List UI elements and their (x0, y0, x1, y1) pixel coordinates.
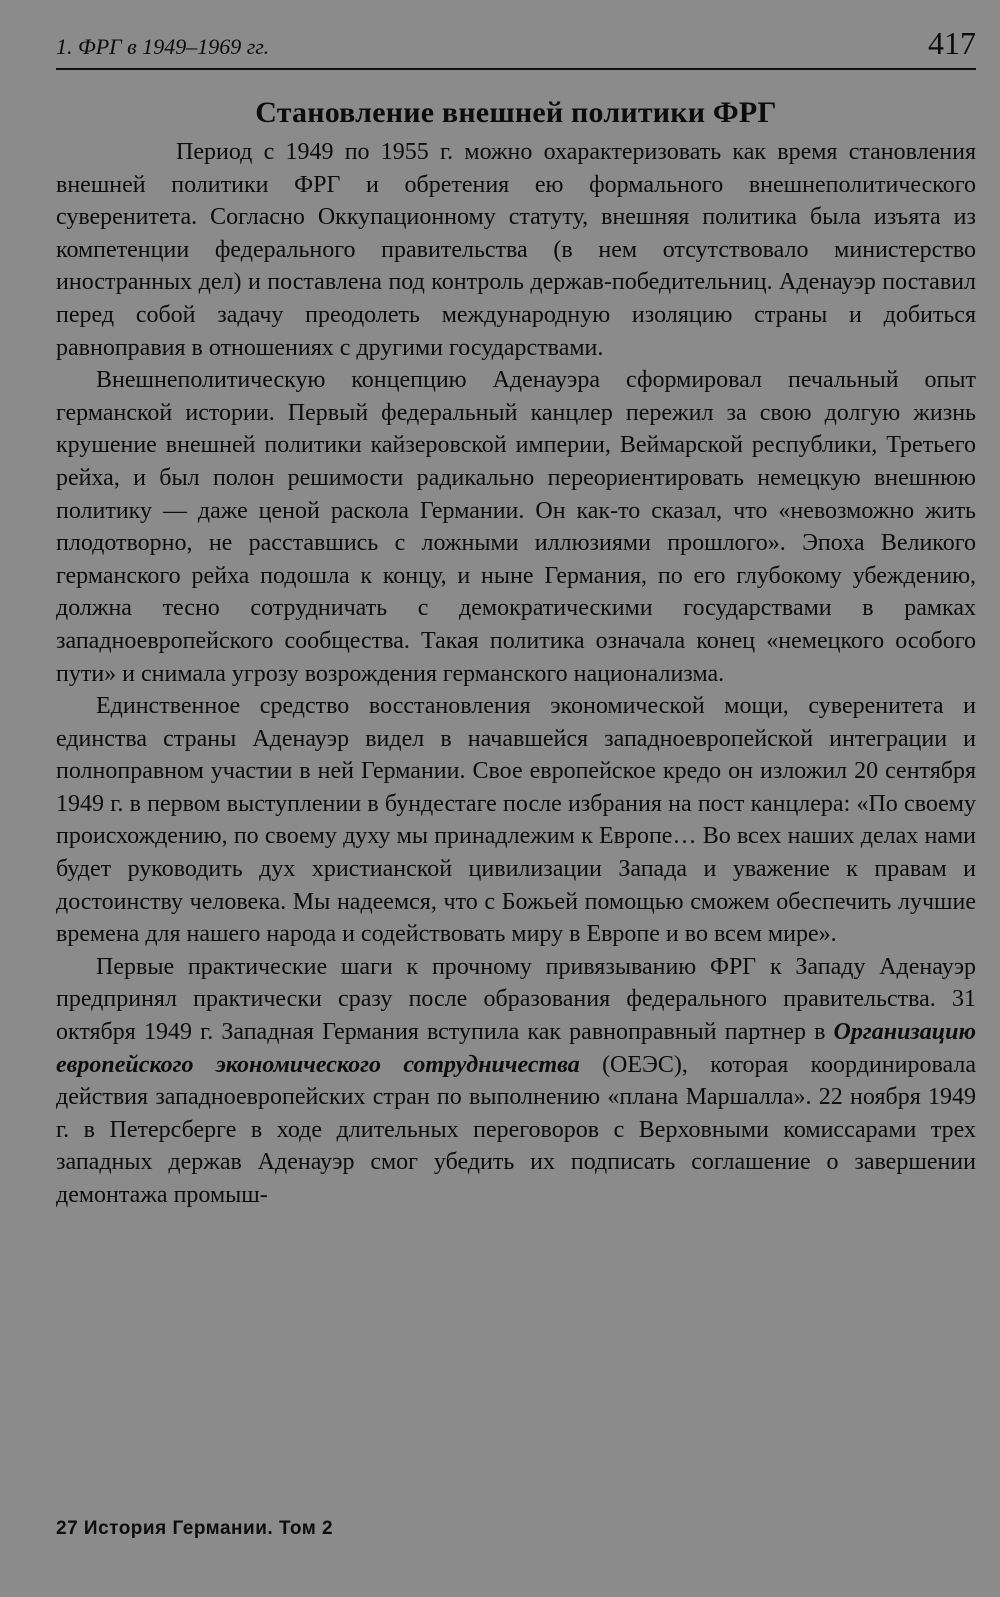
book-page (56, 18, 976, 1578)
paragraph-4 (56, 951, 976, 1212)
paragraph-3: Единственное средство восстановления экономической мощи, суверенитета и единства страны Аденауэр видел в начавшейся западноевропейской интеграции и полноправном участии в ней Германии. Свое европейское кредо он изложил 20 сентября 1949 г. в первом выступлении в бундестаге после избрания на пост канцлера: «По своему происхождению, по своему духу мы принадлежим к Европе… Во всех наших делах нами будет руководить дух христианской цивилизации Запада и уважение к правам и достоинству человека. Мы надеемся, что с Божьей помощью сможем обеспечить лучшие времена для нашего народа и содействовать миру в Европе и во всем мире». (56, 693, 976, 948)
running-title: 1. ФРГ в 1949–1969 гг. (56, 34, 270, 59)
page-number: 417 (928, 25, 976, 61)
paragraph-4-text-after: (ОЕЭС), которая координировала действия западноевропейских стран по выполнению «плана Маршалла». 22 ноября 1949 г. в Петерсберге в ходе длительных переговоров с Верховными комиссарами трех западных держав Аденауэр смог убедить их подписать соглашение о завершении демонтажа промыш- (56, 1051, 976, 1208)
paragraph-4-text-before: Первые практические шаги к прочному привязыванию ФРГ к Западу Аденауэр предпринял практически сразу после образования федерального правительства. 31 октября 1949 г. Западная Германия вступила как равноправный партнер в (56, 953, 976, 1046)
body-text (56, 136, 976, 1212)
paragraph-1: Период с 1949 по 1955 г. можно охарактеризовать как время становления внешней политики ФРГ и обретения ею формального внешнеполитического суверенитета. Согласно Оккупационному статуту, внешняя политика была изъята из компетенции федерального правительства (в нем отсутствовало министерство иностранных дел) и поставлена под контроль держав-победительниц. Аденауэр поставил перед собой задачу преодолеть международную изоляцию страны и добиться равноправия в отношениях с другими государствами. (56, 139, 976, 361)
running-header (56, 18, 976, 70)
paragraph-2: Внешнеполитическую концепцию Аденауэра сформировал печальный опыт германской истории. Первый федеральный канцлер пережил за свою долгую жизнь крушение внешней политики кайзеровской империи, Веймарской республики, Третьего рейха, и был полон решимости радикально переориентировать немецкую внешнюю политику — даже ценой раскола Германии. Он как-то сказал, что «невозможно жить плодотворно, не расставшись с ложными иллюзиями прошлого». Эпоха Великого германского рейха подошла к концу, и ныне Германия, по его глубокому убеждению, должна тесно сотрудничать с демократическими государствами в рамках западноевропейского сообщества. Такая политика означала конец «немецкого особого пути» и снимала угрозу возрождения германского национализма. (56, 367, 976, 687)
signature-line: 27 История Германии. Том 2 (56, 1518, 334, 1539)
emphasis-organization-name: Организацию европейского экономического сотрудничества (56, 1019, 976, 1078)
section-heading: Становление внешней политики ФРГ (255, 96, 777, 129)
